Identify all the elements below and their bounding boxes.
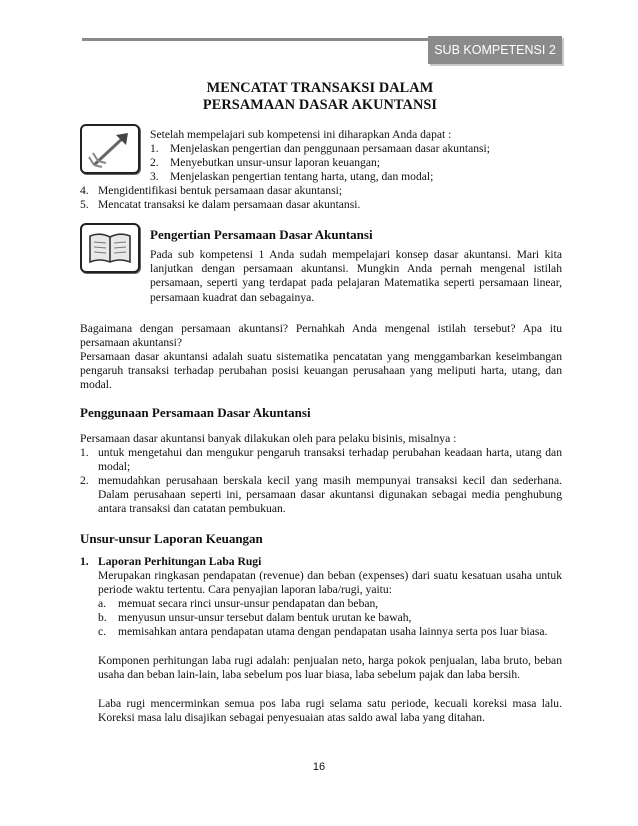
page-number: 16 (312, 761, 326, 773)
section-heading-unsur: Unsur-unsur Laporan Keuangan (80, 531, 263, 546)
pengertian-intro: Pada sub kompetensi 1 Anda sudah mempelajari konsep dasar akuntansi. Mari kita lanjutkan dengan persamaan akuntansi. Mungkin Anda pernah mengenal istilah persamaan, seperti yang terdapat pada pelajaran Matematika seperti persamaan linear, persamaan kuadrat dan sebagainya. (150, 248, 562, 304)
section-heading-pengertian: Pengertian Persamaan Dasar Akuntansi (150, 227, 373, 242)
sub-kompetensi-badge: SUB KOMPETENSI 2 (428, 36, 562, 64)
laba-rugi-components: Komponen perhitungan laba rugi adalah: penjualan neto, harga pokok penjualan, laba bruto, beban usaha dan beban lain-lain, laba sebelum pos luar biasa, laba sebelum pajak dan laba bersih. (98, 654, 562, 682)
pengertian-definition: Persamaan dasar akuntansi adalah suatu sistematika pencatatan yang menggambarkan keseimbangan pengaruh transaksi terhadap perubahan posisi keuangan perusahaan yang meliputi harta, utang, dan modal. (80, 350, 562, 392)
laba-rugi-subitem: b. menyusun unsur-unsur tersebut dalam bentuk urutan ke bawah, (98, 611, 412, 624)
objective-item: 1. Menjelaskan pengertian dan penggunaan persamaan dasar akuntansi; (150, 142, 490, 155)
title-line-2: PERSAMAAN DASAR AKUNTANSI (202, 96, 438, 113)
page-title (150, 80, 490, 113)
laba-rugi-subitem: c. memisahkan antara pendapatan utama dengan pendapatan usaha lainnya serta pos luar biasa. (98, 625, 548, 638)
objective-item: 4. Mengidentifikasi bentuk persamaan dasar akuntansi; (80, 184, 343, 197)
objective-item: 2. Menyebutkan unsur-unsur laporan keuangan; (150, 156, 381, 169)
objective-item: 5. Mencatat transaksi ke dalam persamaan dasar akuntansi. (80, 198, 361, 211)
arrow-target-icon (80, 124, 140, 174)
section-heading-penggunaan: Penggunaan Persamaan Dasar Akuntansi (80, 405, 311, 420)
laba-rugi-subitem: a. memuat secara rinci unsur-unsur pendapatan dan beban, (98, 597, 379, 610)
title-line-1: MENCATAT TRANSAKSI DALAM (206, 80, 434, 96)
laba-rugi-reflection: Laba rugi mencerminkan semua pos laba rugi selama satu periode, kecuali koreksi masa lalu. Koreksi masa lalu disajikan sebagai penyesuaian atas saldo awal laba yang ditahan. (98, 697, 562, 725)
penggunaan-item: 2. memudahkan perusahaan berskala kecil yang masih mempunyai transaksi kecil dan sederhana. Dalam perusahaan seperti ini, persamaan dasar akuntansi digunakan sebagai media penghubung antara transaksi dan catatan pembukuan. (80, 474, 562, 516)
header-rule (82, 38, 428, 41)
penggunaan-intro: Persamaan dasar akuntansi banyak dilakukan oleh para pelaku bisinis, misalnya : (80, 432, 457, 445)
objectives-intro: Setelah mempelajari sub kompetensi ini diharapkan Anda dapat : (150, 128, 452, 141)
penggunaan-item: 1. untuk mengetahui dan mengukur pengaruh transaksi terhadap perubahan keadaan harta, utang dan modal; (80, 446, 562, 474)
open-book-icon (80, 223, 140, 273)
objective-item: 3. Menjelaskan pengertian tentang harta, utang, dan modal; (150, 170, 434, 183)
unsur-item-number: 1. (80, 555, 89, 568)
laba-rugi-description: Merupakan ringkasan pendapatan (revenue) dan beban (expenses) dari suatu kesatuan usaha untuk periode waktu tertentu. Cara penyajian laporan laba/rugi, yaitu: (98, 569, 562, 597)
unsur-item-title: Laporan Perhitungan Laba Rugi (98, 555, 262, 568)
pengertian-question: Bagaimana dengan persamaan akuntansi? Pernahkah Anda mengenal istilah tersebut? Apa itu persamaan akuntansi? (80, 322, 562, 350)
